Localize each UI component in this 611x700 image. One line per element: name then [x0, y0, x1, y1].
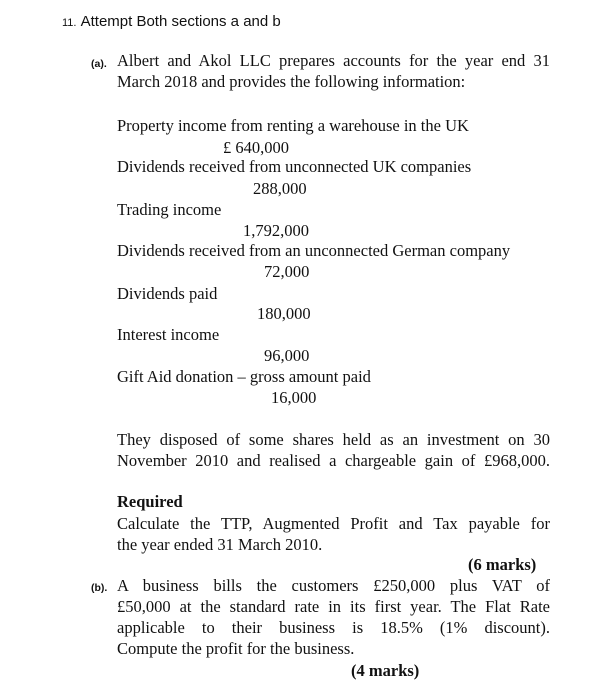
item-value: 16,000	[271, 388, 317, 407]
part-b-line3: applicable to their business is 18.5% (1% discount).	[117, 618, 550, 637]
part-b-line1: A business bills the customers £250,000 plus VAT of	[117, 576, 550, 595]
item-label: Gift Aid donation – gross amount paid	[117, 367, 371, 386]
item-label: Dividends received from unconnected UK companies	[117, 157, 472, 176]
required-line2: the year ended 31 March 2010.	[117, 535, 323, 554]
part-a-label: (a).	[91, 58, 107, 70]
question-header	[62, 13, 281, 30]
question-instruction: Attempt Both sections a and b	[80, 13, 281, 30]
part-b-label: (b).	[91, 582, 108, 594]
part-a-intro-line2: March 2018 and provides the following information:	[117, 72, 466, 91]
required-heading: Required	[117, 492, 183, 511]
item-value: 288,000	[253, 179, 307, 198]
item-label: Trading income	[117, 200, 222, 219]
item-label: Property income from renting a warehouse in the UK	[117, 116, 469, 135]
item-label: Interest income	[117, 325, 220, 344]
disposal-line2: November 2010 and realised a chargeable gain of £968,000.	[117, 451, 550, 470]
disposal-line1: They disposed of some shares held as an investment on 30	[117, 430, 550, 449]
item-value: 180,000	[257, 304, 311, 323]
required-line1: Calculate the TTP, Augmented Profit and Tax payable for	[117, 514, 550, 533]
part-b-marks: (4 marks)	[351, 661, 420, 680]
item-value: 72,000	[264, 262, 310, 281]
item-value: 1,792,000	[243, 221, 309, 240]
item-label: Dividends received from an unconnected German company	[117, 241, 511, 260]
item-value: 96,000	[264, 346, 310, 365]
item-value: £ 640,000	[223, 138, 289, 157]
part-b-line4: Compute the profit for the business.	[117, 639, 355, 658]
part-a-intro-line1: Albert and Akol LLC prepares accounts for the year end 31	[117, 51, 550, 70]
question-number: 11.	[62, 17, 77, 29]
part-a-marks: (6 marks)	[468, 555, 537, 574]
item-label: Dividends paid	[117, 284, 218, 303]
part-b-line2: £50,000 at the standard rate in its first year. The Flat Rate	[117, 597, 550, 616]
